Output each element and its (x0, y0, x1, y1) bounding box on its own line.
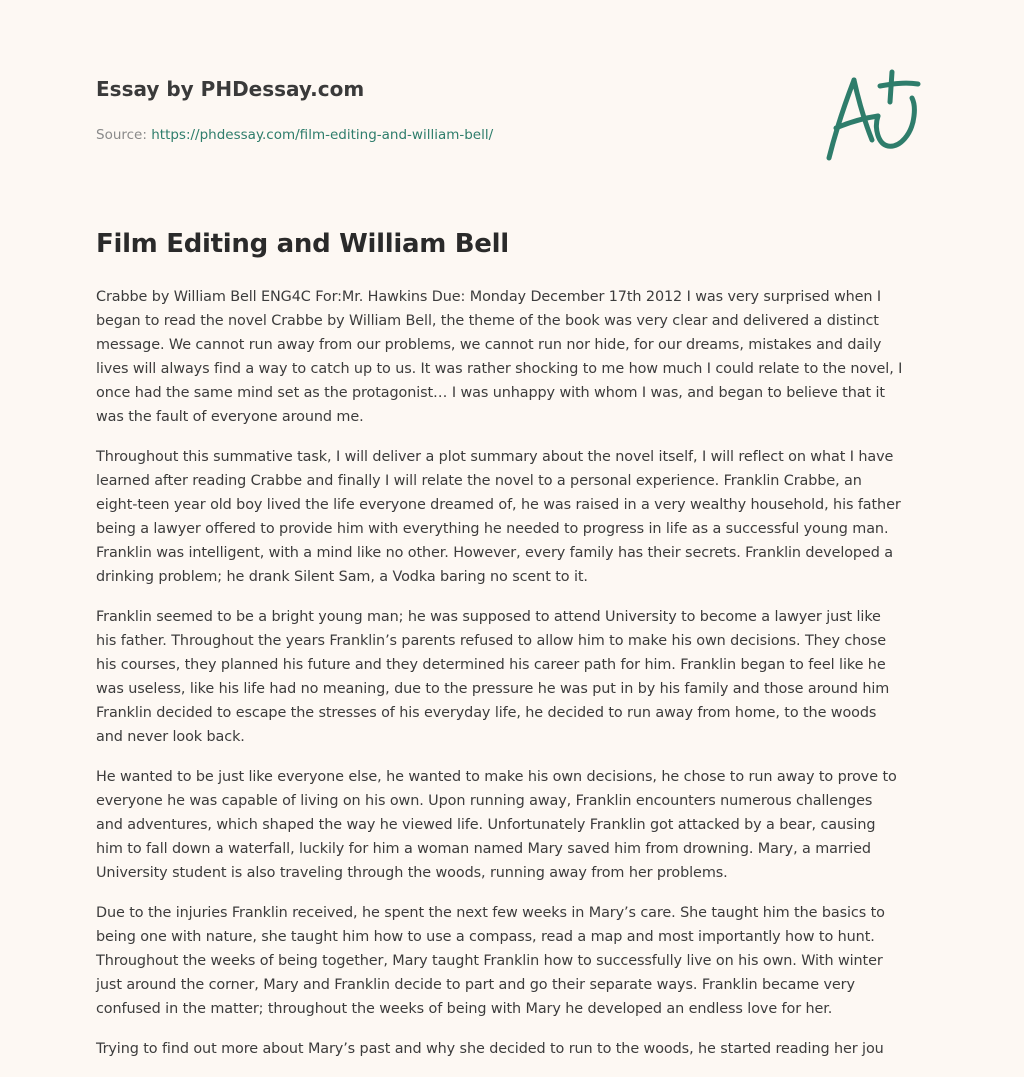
paragraph-line: confused in the matter; throughout the weeks of being with Mary he developed an endless love for her. (96, 1001, 833, 1017)
paragraph-line: Franklin was intelligent, with a mind like no other. However, every family has their secrets. Franklin developed a (96, 545, 893, 561)
essay-paragraph (96, 765, 928, 885)
paragraph-line: learned after reading Crabbe and finally I will relate the novel to a personal experience. Franklin Crabbe, an (96, 473, 862, 489)
paragraph-line: and adventures, which shaped the way he viewed life. Unfortunately Franklin got attacked by a bear, causing (96, 817, 876, 833)
paragraph-line: and never look back. (96, 729, 245, 745)
paragraph-line: University student is also traveling through the woods, running away from her problems. (96, 865, 728, 881)
source-link[interactable]: https://phdessay.com/film-editing-and-william-bell/ (151, 127, 494, 143)
paragraph-line: his courses, they planned his future and they determined his career path for him. Franklin began to feel like he (96, 657, 886, 673)
paragraph-line: being a lawyer offered to provide him with everything he needed to progress in life as a successful young man. (96, 521, 889, 537)
paragraph-line: Due to the injuries Franklin received, he spent the next few weeks in Mary’s care. She taught him the basics to (96, 905, 885, 921)
a-plus-logo-icon (822, 68, 928, 164)
essay-paragraph (96, 445, 928, 589)
paragraph-line: Crabbe by William Bell ENG4C For:Mr. Hawkins Due: Monday December 17th 2012 I was very surprised when I (96, 289, 882, 305)
paragraph-line: once had the same mind set as the protagonist… I was unhappy with whom I was, and began to believe that it (96, 385, 885, 401)
paragraph-line: message. We cannot run away from our problems, we cannot run nor hide, for our dreams, mistakes and daily (96, 337, 882, 353)
paragraph-line: began to read the novel Crabbe by William Bell, the theme of the book was very clear and delivered a distinct (96, 313, 879, 329)
essay-paragraph (96, 1037, 928, 1061)
essay-body (96, 285, 928, 1077)
essay-paragraph (96, 285, 928, 429)
paragraph-line: Throughout this summative task, I will deliver a plot summary about the novel itself, I will reflect on what I have (96, 449, 894, 465)
paragraph-line: Trying to find out more about Mary’s past and why she decided to run to the woods, he started reading her jou (96, 1041, 884, 1057)
site-title: Essay by PHDessay.com (96, 77, 365, 101)
paragraph-line: He wanted to be just like everyone else, he wanted to make his own decisions, he chose to run away to prove to (96, 769, 897, 785)
paragraph-line: eight-teen year old boy lived the life everyone dreamed of, he was raised in a very wealthy household, his father (96, 497, 901, 513)
source-label: Source: (96, 127, 152, 143)
paragraph-line: being one with nature, she taught him how to use a compass, read a map and most importantly how to hunt. (96, 929, 875, 945)
paragraph-line: lives will always find a way to catch up to us. It was rather shocking to me how much I could relate to the novel, I (96, 361, 903, 377)
paragraph-line: was useless, like his life had no meaning, due to the pressure he was put in by his family and those around him (96, 681, 890, 697)
paragraph-line: Franklin seemed to be a bright young man; he was supposed to attend University to become a lawyer just like (96, 609, 881, 625)
paragraph-line: drinking problem; he drank Silent Sam, a Vodka baring no scent to it. (96, 569, 588, 585)
paragraph-line: just around the corner, Mary and Franklin decide to part and go their separate ways. Franklin became very (96, 977, 855, 993)
essay-paragraph (96, 901, 928, 1021)
paragraph-line: Throughout the weeks of being together, Mary taught Franklin how to successfully live on his own. With winter (96, 953, 883, 969)
site-header (96, 74, 736, 145)
essay-title: Film Editing and William Bell (96, 229, 509, 259)
essay-paragraph (96, 605, 928, 749)
paragraph-line: Franklin decided to escape the stresses of his everyday life, he decided to run away from home, to the woods (96, 705, 877, 721)
paragraph-line: his father. Throughout the years Franklin’s parents refused to allow him to make his own decisions. They chose (96, 633, 887, 649)
paragraph-line: was the fault of everyone around me. (96, 409, 364, 425)
source-line (96, 125, 736, 145)
paragraph-line: everyone he was capable of living on his own. Upon running away, Franklin encounters numerous challenges (96, 793, 873, 809)
paragraph-line: him to fall down a waterfall, luckily for him a woman named Mary saved him from drowning. Mary, a married (96, 841, 871, 857)
